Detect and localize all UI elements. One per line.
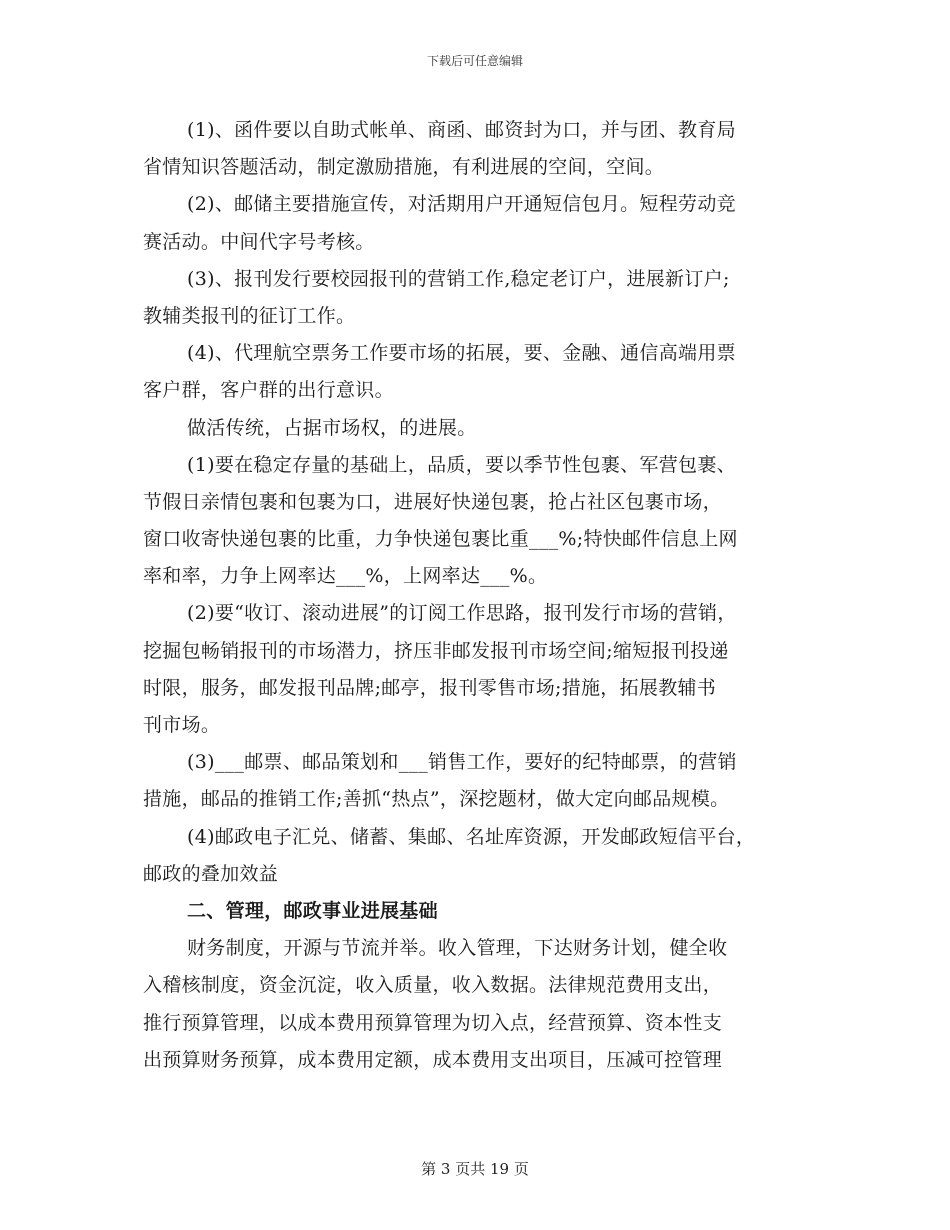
body-text-line: 措施，邮品的推销工作;善抓“热点”，深挖题材，做大定向邮品规模。 — [143, 788, 730, 811]
body-text-line: 率和率，力争上网率达___%，上网率达___%。 — [143, 565, 548, 588]
body-text-line: 财务制度，开源与节流并举。收入管理，下达财务计划，健全收 — [187, 937, 728, 960]
body-text-line: 出预算财务预算，成本费用定额，成本费用支出项目，压减可控管理 — [143, 1048, 723, 1071]
body-text-line: 客户群，客户群的出行意识。 — [143, 379, 394, 402]
body-text-line: 窗口收寄快递包裹的比重，力争快递包裹比重___%;特快邮件信息上网 — [143, 528, 738, 551]
body-text-line: (2)要“收订、滚动进展”的订阅工作思路，报刊发行市场的营销， — [187, 602, 737, 625]
body-text-line: 邮政的叠加效益 — [143, 862, 279, 885]
body-text-line: 入稽核制度，资金沉淀，收入质量，收入数据。法律规范费用支出， — [143, 974, 723, 997]
page-header: 下载后可任意编辑 — [426, 54, 523, 68]
body-text-line: (3)___邮票、邮品策划和___销售工作，要好的纪特邮票，的营销 — [187, 751, 737, 774]
body-text-line: (1)要在稳定存量的基础上，品质，要以季节性包裹、军营包裹、 — [187, 453, 736, 476]
section-heading: 二、管理，邮政事业进展基础 — [187, 899, 438, 922]
page-footer: 第 3 页共 19 页 — [421, 1160, 529, 1178]
body-text-line: (4)邮政电子汇兑、储蓄、集邮、名址库资源，开发邮政短信平台， — [187, 825, 756, 848]
document-body — [143, 112, 823, 1079]
body-text-line: (2)、邮储主要措施宣传，对活期用户开通短信包月。短程劳动竞 — [187, 193, 736, 216]
body-text-line: 做活传统，占据市场权，的进展。 — [187, 416, 477, 439]
body-text-line: 省情知识答题活动，制定激励措施，有利进展的空间，空间。 — [143, 156, 665, 179]
body-text-line: (1)、函件要以自助式帐单、商函、邮资封为口，并与团、教育局 — [187, 119, 736, 141]
body-text-line: 挖掘包畅销报刊的市场潜力，挤压非邮发报刊市场空间;缩短报刊投递 — [143, 639, 729, 662]
body-text-line: (4)、代理航空票务工作要市场的拓展，要、金融、通信高端用票 — [187, 342, 736, 365]
body-text-line: 赛活动。中间代字号考核。 — [143, 230, 375, 253]
body-text-line: 节假日亲情包裹和包裹为口，进展好快递包裹，抢占社区包裹市场， — [143, 490, 723, 513]
body-text-line: 推行预算管理，以成本费用预算管理为切入点，经营预算、资本性支 — [143, 1011, 723, 1034]
body-text-line: (3)、报刊发行要校园报刊的营销工作,稳定老订户，进展新订户; — [187, 267, 730, 290]
body-text-line: 刊市场。 — [143, 714, 221, 736]
body-text-line: 时限，服务，邮发报刊品牌;邮亭，报刊零售市场;措施，拓展教辅书 — [143, 676, 717, 699]
body-text-line: 教辅类报刊的征订工作。 — [143, 304, 356, 327]
